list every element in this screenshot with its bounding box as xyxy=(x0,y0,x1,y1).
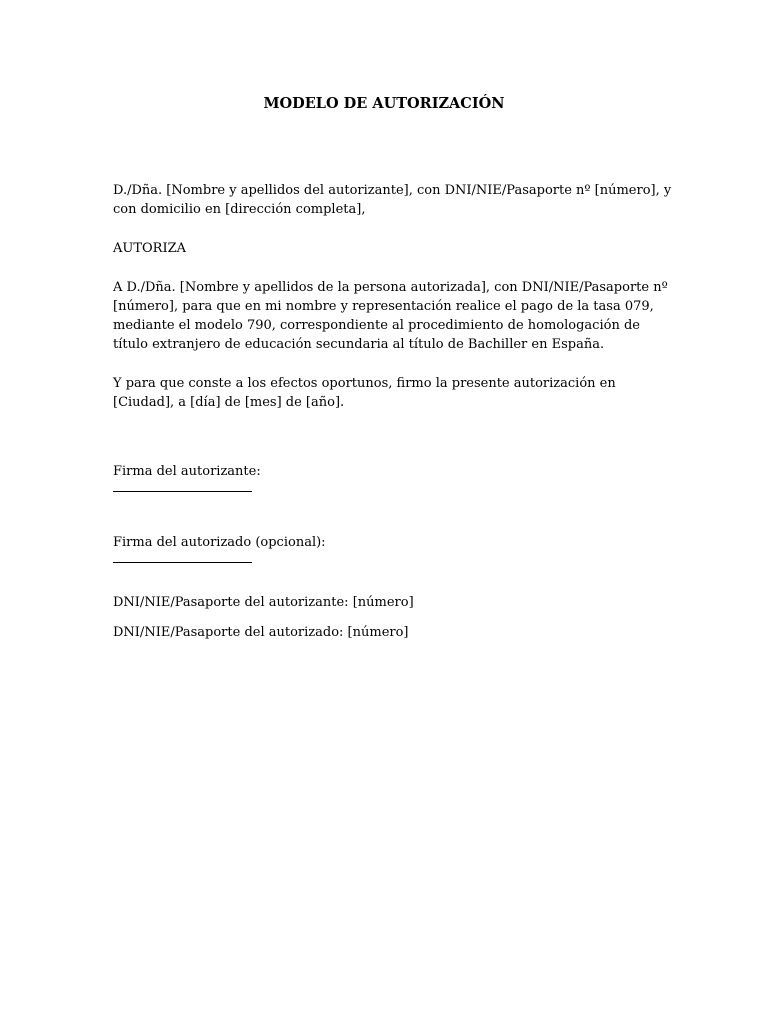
signature-authorized-label: Firma del autorizado (opcional): xyxy=(113,535,326,550)
document-title: MODELO DE AUTORIZACIÓN xyxy=(263,95,505,112)
signature-authorized-line xyxy=(113,552,252,563)
signature-authorizer-label: Firma del autorizante: xyxy=(113,464,261,479)
autoriza-heading: AUTORIZA xyxy=(113,241,187,256)
authorized-paragraph: A D./Dña. [Nombre y apellidos de la persona autorizada], con DNI/NIE/Pasaporte nº [número], para que en mi nombre y representación realice el pago de la tasa 079, mediante el modelo 790, correspondiente al procedimiento de homologación de título extranjero de educación secundaria al título de Bachiller en España. xyxy=(113,280,668,352)
intro-paragraph: D./Dña. [Nombre y apellidos del autorizante], con DNI/NIE/Pasaporte nº [número], y con domicilio en [dirección completa], xyxy=(113,183,672,217)
closing-paragraph: Y para que conste a los efectos oportunos, firmo la presente autorización en [Ciudad], a [día] de [mes] de [año]. xyxy=(113,376,616,410)
id-authorized: DNI/NIE/Pasaporte del autorizado: [número] xyxy=(113,625,409,640)
id-authorizer: DNI/NIE/Pasaporte del autorizante: [número] xyxy=(113,595,414,610)
document-body xyxy=(113,181,673,642)
signature-authorizer-line xyxy=(113,481,252,492)
